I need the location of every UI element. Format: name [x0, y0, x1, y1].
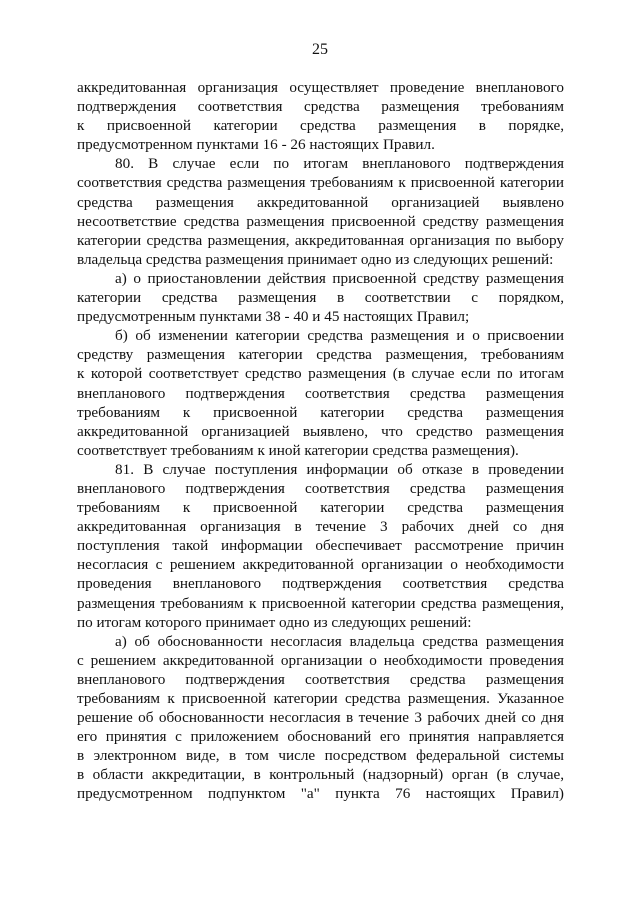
- text-line: несогласия с решением аккредитованной организации о необходимости: [77, 556, 564, 574]
- text-line: соответствует требованиям к иной категории средства размещения).: [77, 441, 519, 459]
- text-line: предусмотренным пунктами 38 - 40 и 45 настоящих Правил;: [77, 308, 470, 326]
- text-line: владельца средства размещения принимает одно из следующих решений:: [77, 250, 554, 268]
- text-line: предусмотренном подпунктом "а" пункта 76 настоящих Правил): [77, 785, 564, 803]
- text-line: предусмотренном пунктами 16 - 26 настоящих Правил.: [77, 136, 435, 154]
- text-line: соответствия средства размещения требованиям к присвоенной категории: [77, 174, 564, 192]
- text-line: аккредитованной организацией выявлено, что средство размещения: [77, 422, 564, 440]
- text-line: его принятия с приложением обоснований его принятия направляется: [77, 728, 564, 746]
- text-line: внепланового подтверждения соответствия средства размещения: [77, 384, 564, 402]
- text-line: проведения внепланового подтверждения соответствия средства: [77, 575, 564, 593]
- text-line: подтверждения соответствия средства размещения требованиям: [77, 98, 564, 116]
- text-line: средству размещения категории средства размещения, требованиям: [77, 346, 564, 364]
- text-line: требованиям к присвоенной категории средства размещения. Указанное: [77, 690, 564, 707]
- text-line: в области аккредитации, в контрольный (надзорный) орган (в случае,: [77, 766, 564, 784]
- text-line: с решением аккредитованной организации о необходимости проведения: [77, 651, 564, 669]
- page-number: 25: [312, 41, 328, 58]
- text-line: 81. В случае поступления информации об отказе в проведении: [115, 460, 564, 478]
- text-line: поступления такой информации обеспечивает рассмотрение причин: [77, 537, 564, 555]
- text-line: категории средства размещения в соответствии с порядком,: [77, 289, 564, 307]
- text-line: размещения требованиям к присвоенной категории средства размещения,: [77, 594, 564, 612]
- text-line: в электронном виде, в том числе посредством федеральной системы: [77, 747, 564, 765]
- text-line: аккредитованная организация осуществляет проведение внепланового: [77, 79, 564, 96]
- text-line: средства размещения аккредитованной организацией выявлено: [77, 193, 564, 211]
- text-line: аккредитованная организация в течение 3 рабочих дней со дня: [77, 518, 564, 536]
- text-line: 80. В случае если по итогам внепланового подтверждения: [115, 155, 564, 173]
- text-line: решение об обоснованности несогласия в течение 3 рабочих дней со дня: [77, 709, 564, 727]
- text-line: а) о приостановлении действия присвоенной средству размещения: [115, 269, 564, 287]
- text-line: требованиям к присвоенной категории средства размещения: [77, 499, 564, 517]
- text-line: внепланового подтверждения соответствия средства размещения: [77, 670, 564, 688]
- text-line: а) об обоснованности несогласия владельца средства размещения: [115, 632, 564, 650]
- text-line: к которой соответствует средство размещения (в случае если по итогам: [77, 365, 564, 383]
- text-line: несоответствие средства размещения присвоенной средству размещения: [77, 212, 564, 230]
- text-line: по итогам которого принимает одно из следующих решений:: [77, 613, 472, 631]
- text-line: категории средства размещения, аккредитованная организация по выбору: [77, 231, 564, 249]
- text-line: требованиям к присвоенной категории средства размещения: [77, 403, 564, 421]
- text-line: к присвоенной категории средства размещения в порядке,: [77, 117, 564, 135]
- document-body: [77, 78, 564, 804]
- text-line: б) об изменении категории средства размещения и о присвоении: [115, 327, 564, 345]
- text-line: внепланового подтверждения соответствия средства размещения: [77, 479, 564, 497]
